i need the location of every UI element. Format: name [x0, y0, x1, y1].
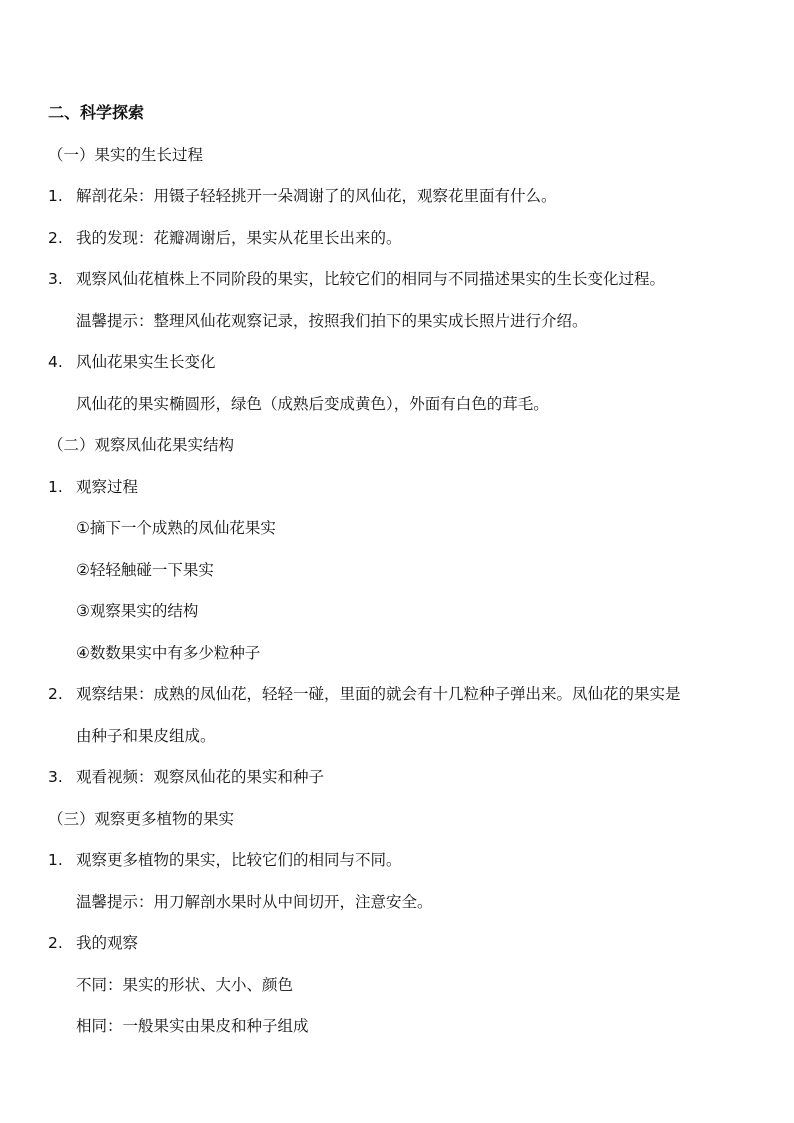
list-item: 解剖花朵：用镊子轻轻挑开一朵凋谢了的风仙花，观察花里面有什么。 — [76, 187, 557, 205]
list-number: 3. — [48, 768, 63, 786]
description-text: 风仙花的果实椭圆形，绿色（成熟后变成黄色），外面有白色的茸毛。 — [76, 395, 549, 413]
list-item: 观察风仙花植株上不同阶段的果实，比较它们的相同与不同描述果实的生长变化过程。 — [76, 270, 666, 288]
list-number: 2. — [48, 229, 63, 247]
tip-text: 温馨提示：整理风仙花观察记录，按照我们拍下的果实成长照片进行介绍。 — [76, 312, 588, 330]
list-number: 2. — [48, 934, 63, 952]
list-number: 3. — [48, 270, 63, 288]
step-item: ②轻轻触碰一下果实 — [76, 561, 214, 579]
subsection-title-2: （二）观察凤仙花果实结构 — [48, 436, 235, 454]
list-number: 1. — [48, 478, 63, 496]
section-heading: 二、科学探索 — [48, 103, 145, 122]
list-item-continuation: 由种子和果皮组成。 — [76, 727, 216, 745]
difference-text: 不同：果实的形状、大小、颜色 — [76, 976, 294, 994]
list-number: 1. — [48, 851, 63, 869]
step-item: ③观察果实的结构 — [76, 602, 199, 620]
list-number: 1. — [48, 187, 63, 205]
similarity-text: 相同：一般果实由果皮和种子组成 — [76, 1017, 309, 1035]
list-item: 观看视频：观察凤仙花的果实和种子 — [76, 768, 325, 786]
step-item: ①摘下一个成熟的凤仙花果实 — [76, 519, 276, 537]
list-item: 风仙花果实生长变化 — [76, 353, 216, 371]
list-item: 我的观察 — [76, 934, 139, 952]
subsection-title-3: （三）观察更多植物的果实 — [48, 810, 235, 828]
list-item: 观察结果：成熟的凤仙花，轻轻一碰，里面的就会有十几粒种子弹出来。凤仙花的果实是 — [76, 685, 681, 703]
list-item: 观察更多植物的果实，比较它们的相同与不同。 — [76, 851, 402, 869]
subsection-title-1: （一）果实的生长过程 — [48, 146, 204, 164]
tip-text: 温馨提示：用刀解剖水果时从中间切开，注意安全。 — [76, 893, 433, 911]
list-number: 2. — [48, 685, 63, 703]
list-number: 4. — [48, 353, 63, 371]
step-item: ④数数果实中有多少粒种子 — [76, 644, 261, 662]
list-item: 我的发现：花瓣凋谢后，果实从花里长出来的。 — [76, 229, 402, 247]
list-item: 观察过程 — [76, 478, 139, 496]
